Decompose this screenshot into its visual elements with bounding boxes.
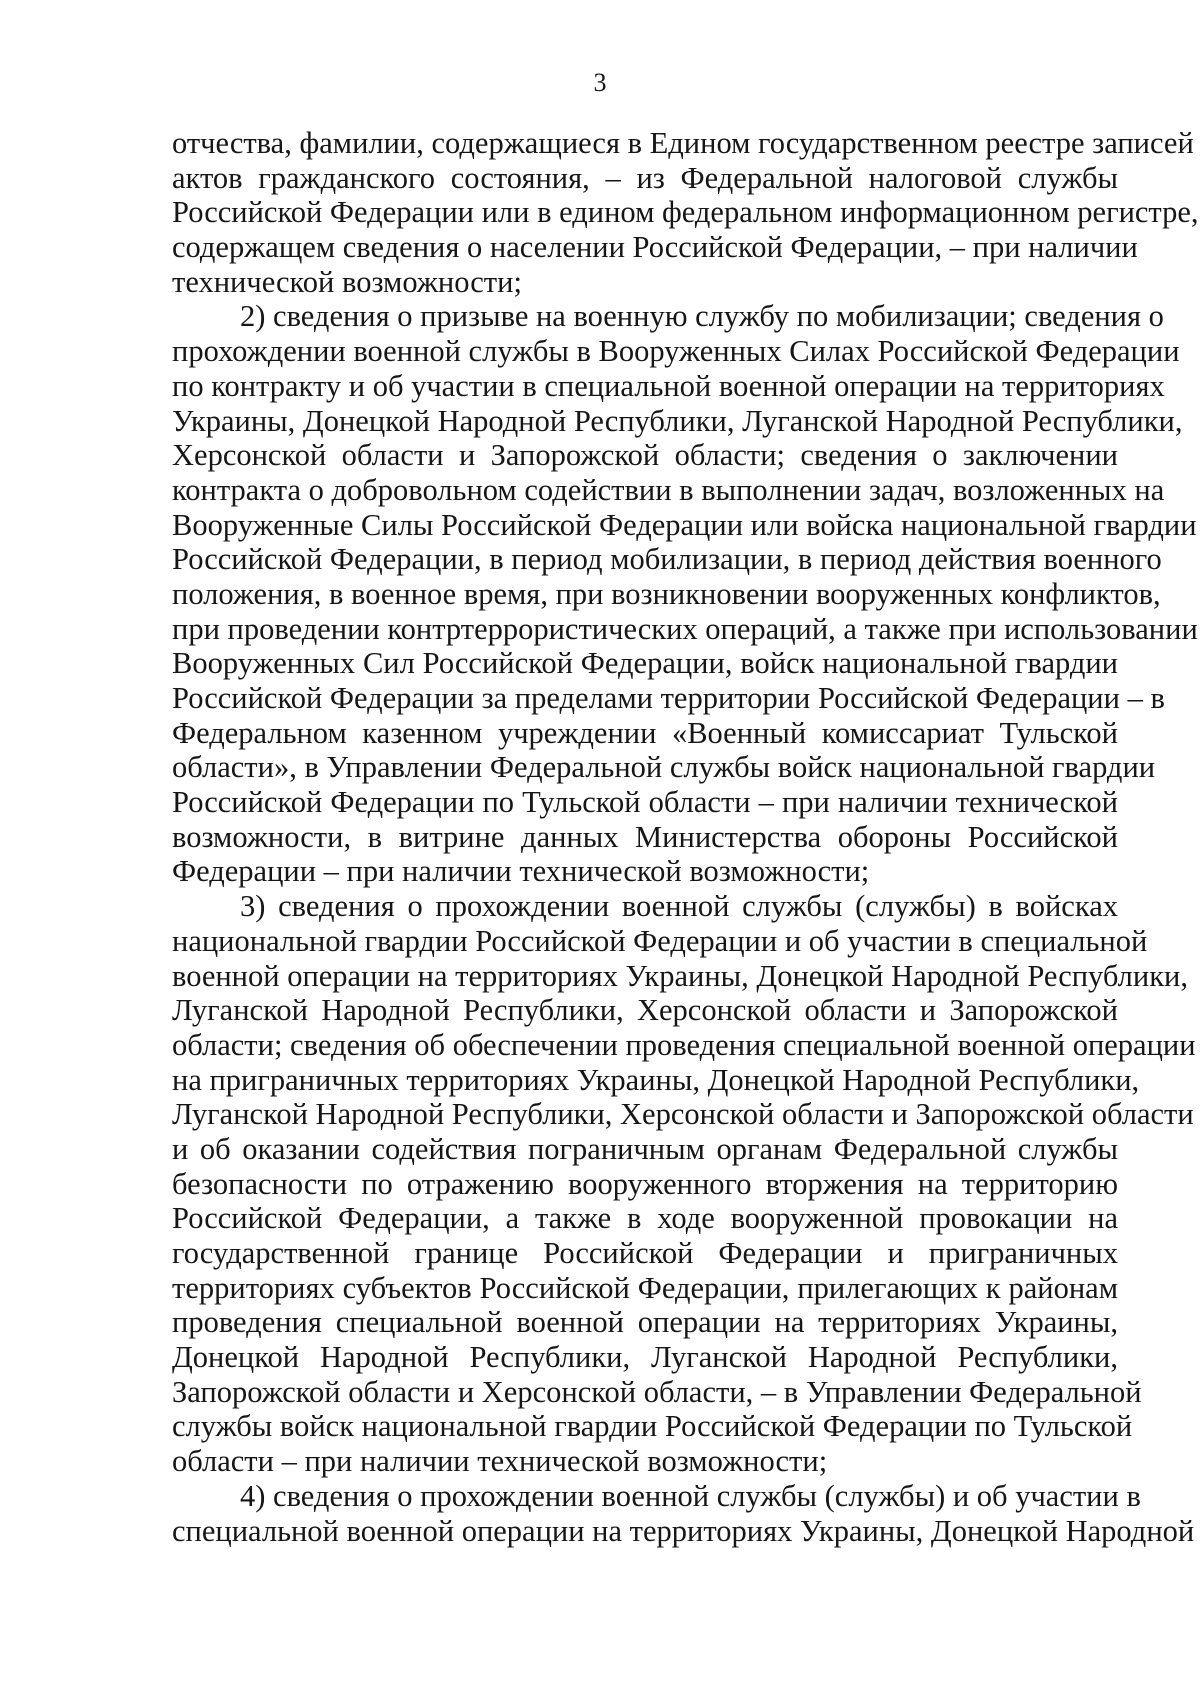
text-line: Херсонской области и Запорожской области; сведения о заключении xyxy=(172,438,1118,473)
text-line: Украины, Донецкой Народной Республики, Луганской Народной Республики, xyxy=(172,403,1183,438)
text-line: Федеральном казенном учреждении «Военный комиссариат Тульской xyxy=(172,715,1118,750)
text-line: Российской Федерации, в период мобилизации, в период действия военного xyxy=(172,542,1162,577)
paragraph xyxy=(172,889,1196,1479)
text-line: службы войск национальной гвардии Российской Федерации по Тульской xyxy=(172,1409,1133,1444)
text-line: области; сведения об обеспечении проведения специальной военной операции xyxy=(172,1027,1196,1062)
page-number: 3 xyxy=(593,68,607,97)
text-line: при проведении контртеррористических операций, а также при использовании xyxy=(172,611,1198,646)
text-line: актов гражданского состояния, – из Федеральной налоговой службы xyxy=(172,160,1118,195)
paragraph xyxy=(172,126,1199,299)
text-line: военной операции на территориях Украины, Донецкой Народной Республики, xyxy=(172,958,1188,993)
text-line: проведения специальной военной операции на территориях Украины, xyxy=(172,1305,1118,1340)
text-line: 4) сведения о прохождении военной службы (службы) и об участии в xyxy=(240,1478,1141,1513)
text-line: Запорожской области и Херсонской области, – в Управлении Федеральной xyxy=(172,1374,1142,1409)
text-line: национальной гвардии Российской Федерации и об участии в специальной xyxy=(172,923,1148,958)
text-line: специальной военной операции на территориях Украины, Донецкой Народной xyxy=(172,1513,1195,1548)
text-line: области – при наличии технической возможности; xyxy=(172,1444,828,1479)
text-line: и об оказании содействия пограничным органам Федеральной службы xyxy=(172,1131,1118,1166)
text-line: Вооруженных Сил Российской Федерации, войск национальной гвардии xyxy=(172,646,1118,681)
text-line: Российской Федерации за пределами территории Российской Федерации – в xyxy=(172,681,1165,715)
paragraph xyxy=(172,1478,1195,1548)
text-line: Российской Федерации, а также в ходе вооруженной провокации на xyxy=(172,1201,1118,1236)
document-body xyxy=(172,126,1199,1548)
text-line: Российской Федерации по Тульской области – при наличии технической xyxy=(172,785,1118,820)
text-line: технической возможности; xyxy=(172,264,522,299)
paragraph xyxy=(172,299,1198,889)
text-line: контракта о добровольном содействии в выполнении задач, возложенных на xyxy=(172,472,1165,507)
text-line: Луганской Народной Республики, Херсонской области и Запорожской области xyxy=(172,1097,1194,1132)
text-line: по контракту и об участии в специальной военной операции на территориях xyxy=(172,368,1165,403)
text-line: Вооруженные Силы Российской Федерации или войска национальной гвардии xyxy=(172,507,1197,542)
text-line: государственной границе Российской Федерации и приграничных xyxy=(172,1236,1118,1270)
text-line: Донецкой Народной Республики, Луганской Народной Республики, xyxy=(172,1340,1118,1375)
text-line: области», в Управлении Федеральной службы войск национальной гвардии xyxy=(172,750,1156,785)
text-line: содержащем сведения о населении Российской Федерации, – при наличии xyxy=(172,230,1138,265)
text-line: безопасности по отражению вооруженного вторжения на территорию xyxy=(172,1166,1118,1201)
text-line: на приграничных территориях Украины, Донецкой Народной Республики, xyxy=(172,1062,1140,1097)
text-line: возможности, в витрине данных Министерства обороны Российской xyxy=(172,819,1118,854)
text-line: положения, в военное время, при возникновении вооруженных конфликтов, xyxy=(172,576,1161,611)
text-line: Федерации – при наличии технической возможности; xyxy=(172,854,870,889)
text-line: территориях субъектов Российской Федерации, прилегающих к районам xyxy=(172,1270,1118,1305)
text-line: прохождении военной службы в Вооруженных Силах Российской Федерации xyxy=(172,334,1180,369)
text-line: Луганской Народной Республики, Херсонской области и Запорожской xyxy=(172,993,1118,1028)
text-line: 2) сведения о призыве на военную службу по мобилизации; сведения о xyxy=(240,299,1164,334)
text-line: Российской Федерации или в едином федеральном информационном регистре, xyxy=(172,195,1199,230)
text-line: отчества, фамилии, содержащиеся в Едином государственном реестре записей xyxy=(172,126,1194,160)
text-line: 3) сведения о прохождении военной службы (службы) в войсках xyxy=(240,889,1118,924)
